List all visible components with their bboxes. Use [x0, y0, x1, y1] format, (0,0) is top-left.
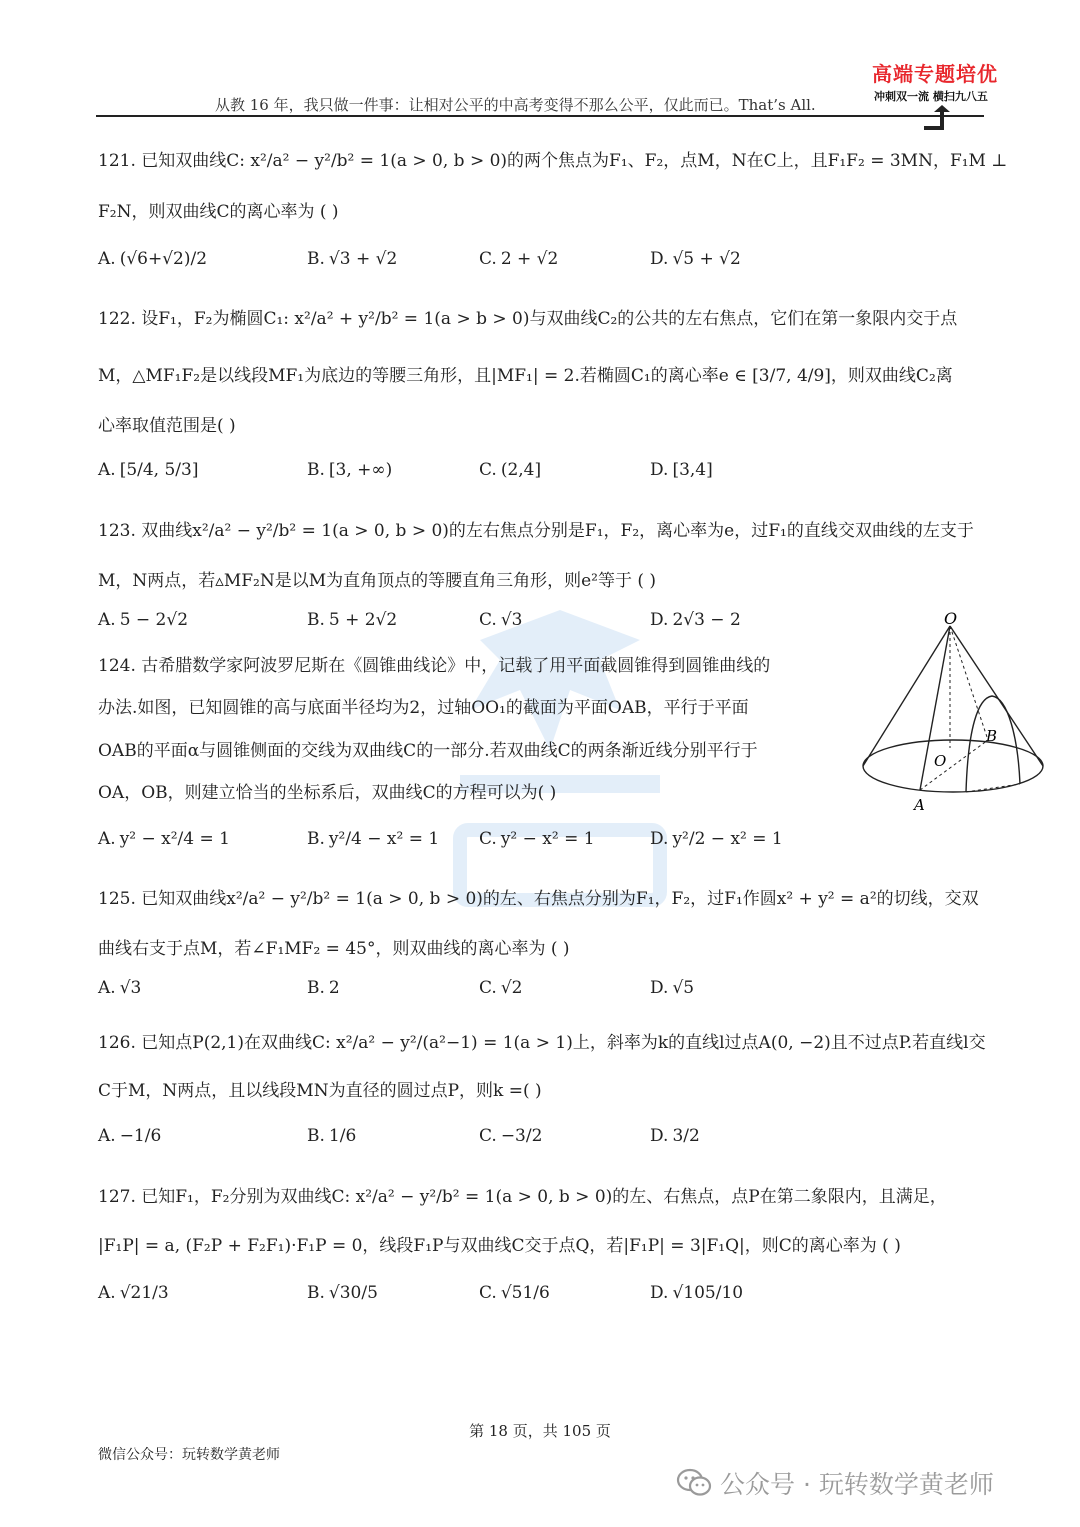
q122-line-1: 122. 设F₁，F₂为椭圆C₁: x²/a² + y²/b² = 1(a > b > 0)与双曲线C₂的公共的左右焦点，它们在第一象限内交于点: [98, 309, 958, 329]
q127-option-a: A. √21/3: [98, 1283, 169, 1303]
q124-option-b: B. y²/4 − x² = 1: [307, 829, 440, 849]
q127-line-2: |F₁P| = a, (F₂P + F₂F₁)·F₁P = 0，线段F₁P与双曲线C交于点Q，若|F₁P| = 3|F₁Q|，则C的离心率为 ( ): [98, 1236, 901, 1256]
q121-line-2: F₂N，则双曲线C的离心率为 ( ): [98, 202, 339, 222]
q121-option-a: A. (√6+√2)/2: [98, 249, 208, 269]
up-arrow-icon: [922, 104, 950, 130]
label-o: O: [944, 609, 958, 628]
q122-option-b: B. [3, +∞): [307, 460, 393, 480]
brand-subtitle: 冲刺双一流 横扫九八五: [874, 90, 988, 103]
cone-figure: [858, 608, 1048, 818]
q123-option-d: D. 2√3 − 2: [650, 610, 741, 630]
q126-option-b: B. 1/6: [307, 1126, 357, 1146]
wechat-label: 公众号 · 玩转数学黄老师: [720, 1470, 994, 1499]
q126-option-a: A. −1/6: [98, 1126, 162, 1146]
watermark-logo: [440, 600, 680, 930]
q121-line-1: 121. 已知双曲线C: x²/a² − y²/b² = 1(a > 0, b > 0)的两个焦点为F₁、F₂，点M，N在C上，且F₁F₂ = 3MN，F₁M ⊥: [98, 151, 1008, 171]
q124-line-4: OA，OB，则建立恰当的坐标系后，双曲线C的方程可以为( ): [98, 783, 557, 803]
q122-option-c: C. (2,4]: [479, 460, 542, 480]
label-o1: O: [934, 752, 947, 770]
q123-option-a: A. 5 − 2√2: [98, 610, 189, 630]
q125-option-d: D. √5: [650, 978, 695, 998]
q123-option-b: B. 5 + 2√2: [307, 610, 398, 630]
q123-line-1: 123. 双曲线x²/a² − y²/b² = 1(a > 0, b > 0)的左右焦点分别是F₁，F₂，离心率为e，过F₁的直线交双曲线的左支于: [98, 521, 974, 541]
q125-option-b: B. 2: [307, 978, 340, 998]
wechat-signature: [676, 1463, 994, 1503]
q122-option-d: D. [3,4]: [650, 460, 713, 480]
q124-option-a: A. y² − x²/4 = 1: [98, 829, 230, 849]
q124-line-2: 办法.如图，已知圆锥的高与底面半径均为2，过轴OO₁的截面为平面OAB，平行于平面: [98, 698, 749, 718]
q124-line-1: 124. 古希腊数学家阿波罗尼斯在《圆锥曲线论》中，记载了用平面截圆锥得到圆锥曲线的: [98, 656, 771, 676]
page-number: 第 18 页，共 105 页: [469, 1422, 611, 1440]
q123-option-c: C. √3: [479, 610, 523, 630]
q126-line-1: 126. 已知点P(2,1)在双曲线C: x²/a² − y²/(a²−1) = 1(a > 1)上，斜率为k的直线l过点A(0, −2)且不过点P.若直线l交: [98, 1033, 986, 1053]
q125-line-1: 125. 已知双曲线x²/a² − y²/b² = 1(a > 0, b > 0)的左、右焦点分别为F₁，F₂，过F₁作圆x² + y² = a²的切线，交双: [98, 889, 979, 909]
q122-line-3: 心率取值范围是( ): [98, 416, 236, 436]
q126-option-d: D. 3/2: [650, 1126, 700, 1146]
q121-option-d: D. √5 + √2: [650, 249, 741, 269]
label-a: A: [914, 796, 925, 814]
q124-line-3: OAB的平面α与圆锥侧面的交线为双曲线C的一部分.若双曲线C的两条渐近线分别平行于: [98, 741, 758, 761]
q127-option-c: C. √51/6: [479, 1283, 550, 1303]
q125-line-2: 曲线右支于点M，若∠F₁MF₂ = 45°，则双曲线的离心率为 ( ): [98, 939, 570, 959]
q122-option-a: A. [5/4, 5/3]: [98, 460, 199, 480]
header-rule: [96, 115, 984, 117]
wechat-icon: [676, 1467, 712, 1499]
footer-account: 微信公众号：玩转数学黄老师: [98, 1447, 280, 1463]
q121-option-c: C. 2 + √2: [479, 249, 559, 269]
q127-line-1: 127. 已知F₁，F₂分别为双曲线C: x²/a² − y²/b² = 1(a > 0, b > 0)的左、右焦点，点P在第二象限内，且满足，: [98, 1187, 947, 1207]
q124-option-c: C. y² − x² = 1: [479, 829, 595, 849]
q122-line-2: M，△MF₁F₂是以线段MF₁为底边的等腰三角形，且|MF₁| = 2.若椭圆C₁的离心率e ∈ [3/7, 4/9]，则双曲线C₂离: [98, 366, 953, 386]
q126-line-2: C于M，N两点，且以线段MN为直径的圆过点P，则k =( ): [98, 1081, 542, 1101]
brand-title: 高端专题培优: [872, 62, 998, 86]
header-motto: 从教 16 年，我只做一件事：让相对公平的中高考变得不那么公平，仅此而已。That’s All.: [215, 96, 816, 114]
q125-option-c: C. √2: [479, 978, 523, 998]
q124-option-d: D. y²/2 − x² = 1: [650, 829, 783, 849]
q123-line-2: M，N两点，若▵MF₂N是以M为直角顶点的等腰直角三角形，则e²等于 ( ): [98, 571, 657, 591]
q127-option-d: D. √105/10: [650, 1283, 744, 1303]
q125-option-a: A. √3: [98, 978, 142, 998]
q126-option-c: C. −3/2: [479, 1126, 543, 1146]
q127-option-b: B. √30/5: [307, 1283, 378, 1303]
q121-option-b: B. √3 + √2: [307, 249, 398, 269]
label-b: B: [986, 727, 998, 745]
